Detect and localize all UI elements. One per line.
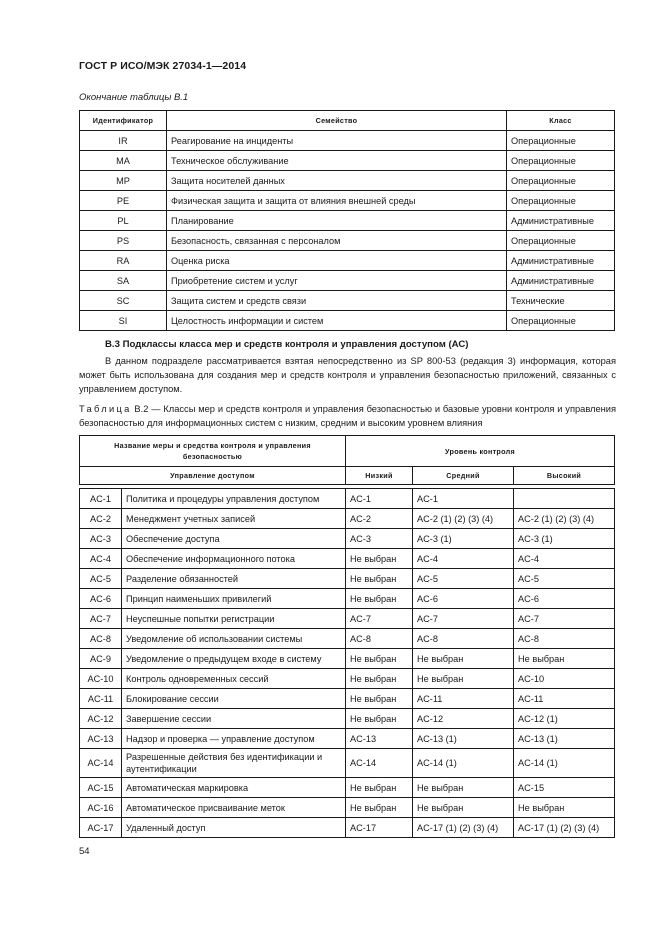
table2-cell-high: AC-8 xyxy=(514,629,615,649)
table-row xyxy=(80,529,615,549)
table2-cell-low: AC-2 xyxy=(346,509,413,529)
table-row xyxy=(80,569,615,589)
table2-cell-id: AC-3 xyxy=(80,529,122,549)
table2-cell-name: Блокирование сессии xyxy=(122,689,346,709)
table-row xyxy=(80,171,615,191)
table2-cell-name: Неуспешные попытки регистрации xyxy=(122,609,346,629)
table2-cell-low: Не выбран xyxy=(346,798,413,818)
table2-cell-name: Обеспечение доступа xyxy=(122,529,346,549)
table2-cell-name: Принцип наименьших привилегий xyxy=(122,589,346,609)
table1-cell-id: RA xyxy=(80,251,167,271)
table2-cell-high: AC-11 xyxy=(514,689,615,709)
table2-cell-mid: AC-7 xyxy=(413,609,514,629)
table2-cell-name: Контроль одновременных сессий xyxy=(122,669,346,689)
table1-cell-id: SA xyxy=(80,271,167,291)
table1-cell-family: Безопасность, связанная с персоналом xyxy=(167,231,507,251)
table2-cell-id: AC-6 xyxy=(80,589,122,609)
table-row xyxy=(80,778,615,798)
table2-cell-low: AC-17 xyxy=(346,818,413,838)
table2-cell-id: AC-12 xyxy=(80,709,122,729)
table2-cell-name: Уведомление о предыдущем входе в систему xyxy=(122,649,346,669)
table2-cell-high: AC-6 xyxy=(514,589,615,609)
table1 xyxy=(79,110,615,331)
table2-cell-id: AC-4 xyxy=(80,549,122,569)
table1-cell-family: Физическая защита и защита от влияния внешней среды xyxy=(167,191,507,211)
table-row xyxy=(80,609,615,629)
table1-cell-family: Целостность информации и систем xyxy=(167,311,507,331)
table-row xyxy=(80,251,615,271)
table-row xyxy=(80,211,615,231)
table2-cell-name: Завершение сессии xyxy=(122,709,346,729)
table-row xyxy=(80,151,615,171)
table2-cell-low: AC-8 xyxy=(346,629,413,649)
table-row xyxy=(80,191,615,211)
table2-cell-name: Обеспечение информационного потока xyxy=(122,549,346,569)
table1-cell-class: Операционные xyxy=(507,151,615,171)
table-row xyxy=(80,649,615,669)
table-row xyxy=(80,271,615,291)
table2-caption-text: В.2 — Классы мер и средств контроля и управления безопасностью и базовые уровни контроля и управления безопасностью для информационных систем с низким, средним и высоким уровнем влияния xyxy=(79,404,616,428)
table1-cell-id: PL xyxy=(80,211,167,231)
table2-cell-name: Автоматическая маркировка xyxy=(122,778,346,798)
table1-cell-class: Административные xyxy=(507,271,615,291)
table2-cell-mid: AC-13 (1) xyxy=(413,729,514,749)
table1-cell-family: Защита носителей данных xyxy=(167,171,507,191)
table2-cell-id: AC-7 xyxy=(80,609,122,629)
table1-cell-class: Операционные xyxy=(507,191,615,211)
table-row xyxy=(80,689,615,709)
table2-cell-mid: AC-17 (1) (2) (3) (4) xyxy=(413,818,514,838)
table2-cell-mid: AC-14 (1) xyxy=(413,749,514,778)
table1-cell-class: Операционные xyxy=(507,171,615,191)
table1-cell-family: Приобретение систем и услуг xyxy=(167,271,507,291)
table2-cell-mid: AC-12 xyxy=(413,709,514,729)
table2-cell-mid: AC-8 xyxy=(413,629,514,649)
table1-cell-class: Операционные xyxy=(507,311,615,331)
table2-cell-mid: AC-3 (1) xyxy=(413,529,514,549)
table-row xyxy=(80,509,615,529)
table2-caption xyxy=(79,403,616,430)
table-row xyxy=(80,749,615,778)
table2 xyxy=(79,435,615,838)
table2-cell-id: AC-11 xyxy=(80,689,122,709)
table-row xyxy=(80,729,615,749)
table2-cell-low: AC-3 xyxy=(346,529,413,549)
table2-cell-mid: AC-11 xyxy=(413,689,514,709)
table2-cell-id: AC-2 xyxy=(80,509,122,529)
table1-caption: Окончание таблицы В.1 xyxy=(79,92,189,103)
paragraph-text: В данном подразделе рассматривается взятая непосредственно из SP 800-53 (редакция 3) информация, которая может быть использована для создания мер и средств контроля и управления безопасностью приложений, связанных с управлением доступом. xyxy=(79,356,616,394)
table1-cell-family: Оценка риска xyxy=(167,251,507,271)
table2-cell-low: AC-7 xyxy=(346,609,413,629)
table1-cell-family: Планирование xyxy=(167,211,507,231)
table2-header-name: Название меры и средства контроля и управления безопасностью xyxy=(80,436,346,467)
table1-cell-class: Административные xyxy=(507,211,615,231)
table2-cell-low: Не выбран xyxy=(346,689,413,709)
table1-header-row xyxy=(80,111,615,131)
table2-cell-high: AC-2 (1) (2) (3) (4) xyxy=(514,509,615,529)
table2-cell-id: AC-9 xyxy=(80,649,122,669)
table2-cell-id: AC-1 xyxy=(80,489,122,509)
table2-cell-high xyxy=(514,489,615,509)
table-row xyxy=(80,311,615,331)
table1-cell-id: IR xyxy=(80,131,167,151)
table-row xyxy=(80,131,615,151)
table2-cell-high: AC-7 xyxy=(514,609,615,629)
table2-cell-id: AC-17 xyxy=(80,818,122,838)
table-row xyxy=(80,489,615,509)
table2-cell-name: Автоматическое присваивание меток xyxy=(122,798,346,818)
table2-cell-id: AC-13 xyxy=(80,729,122,749)
table2-cell-name: Менеджмент учетных записей xyxy=(122,509,346,529)
table2-cell-id: AC-8 xyxy=(80,629,122,649)
table1-cell-id: PS xyxy=(80,231,167,251)
table2-cell-mid: Не выбран xyxy=(413,798,514,818)
document-header: ГОСТ Р ИСО/МЭК 27034-1—2014 xyxy=(79,60,247,72)
table2-cell-high: AC-14 (1) xyxy=(514,749,615,778)
table-row xyxy=(80,798,615,818)
table1-header-family: Семейство xyxy=(167,111,507,131)
table2-cell-low: Не выбран xyxy=(346,649,413,669)
table1-cell-family: Техническое обслуживание xyxy=(167,151,507,171)
table1-cell-id: PE xyxy=(80,191,167,211)
table2-cell-low: AC-13 xyxy=(346,729,413,749)
table2-cell-low: Не выбран xyxy=(346,778,413,798)
page-number: 54 xyxy=(79,846,90,857)
table1-cell-class: Технические xyxy=(507,291,615,311)
table2-cell-high: AC-12 (1) xyxy=(514,709,615,729)
table1-cell-class: Операционные xyxy=(507,231,615,251)
table-row xyxy=(80,549,615,569)
table2-cell-id: AC-14 xyxy=(80,749,122,778)
table2-cell-high: AC-17 (1) (2) (3) (4) xyxy=(514,818,615,838)
table2-cell-name: Удаленный доступ xyxy=(122,818,346,838)
table1-cell-family: Защита систем и средств связи xyxy=(167,291,507,311)
table2-cell-mid: AC-2 (1) (2) (3) (4) xyxy=(413,509,514,529)
table2-header-group: Управление доступом xyxy=(80,467,346,485)
table1-cell-id: MA xyxy=(80,151,167,171)
table2-header-high: Высокий xyxy=(514,467,615,485)
table-row xyxy=(80,629,615,649)
table2-cell-low: Не выбран xyxy=(346,549,413,569)
table-row xyxy=(80,231,615,251)
table-row xyxy=(80,291,615,311)
table2-cell-mid: Не выбран xyxy=(413,669,514,689)
table2-cell-high: AC-5 xyxy=(514,569,615,589)
table-row xyxy=(80,818,615,838)
table2-cell-name: Уведомление об использовании системы xyxy=(122,629,346,649)
table1-cell-id: MP xyxy=(80,171,167,191)
table2-cell-name: Разрешенные действия без идентификации и аутентификации xyxy=(122,749,346,778)
table2-subheader-row xyxy=(80,467,615,485)
table-row xyxy=(80,709,615,729)
table-row xyxy=(80,669,615,689)
table2-cell-high: AC-10 xyxy=(514,669,615,689)
table2-cell-high: AC-4 xyxy=(514,549,615,569)
table2-cell-mid: Не выбран xyxy=(413,778,514,798)
table2-cell-low: AC-1 xyxy=(346,489,413,509)
table2-cell-name: Надзор и проверка — управление доступом xyxy=(122,729,346,749)
table2-header-row xyxy=(80,436,615,467)
table2-cell-low: Не выбран xyxy=(346,669,413,689)
table2-cell-high: AC-3 (1) xyxy=(514,529,615,549)
table2-cell-id: AC-16 xyxy=(80,798,122,818)
table2-cell-name: Политика и процедуры управления доступом xyxy=(122,489,346,509)
table-row xyxy=(80,589,615,609)
table2-cell-high: AC-15 xyxy=(514,778,615,798)
table2-cell-high: Не выбран xyxy=(514,649,615,669)
section-title: В.3 Подклассы класса мер и средств контроля и управления доступом (АС) xyxy=(105,339,469,350)
table2-cell-id: AC-10 xyxy=(80,669,122,689)
table2-cell-name: Разделение обязанностей xyxy=(122,569,346,589)
table1-header-class: Класс xyxy=(507,111,615,131)
table1-cell-family: Реагирование на инциденты xyxy=(167,131,507,151)
table1-header-id: Идентификатор xyxy=(80,111,167,131)
section-paragraph xyxy=(79,354,616,396)
table1-cell-id: SC xyxy=(80,291,167,311)
table2-cell-mid: AC-5 xyxy=(413,569,514,589)
table2-cell-mid: Не выбран xyxy=(413,649,514,669)
table2-cell-low: Не выбран xyxy=(346,709,413,729)
table2-header-mid: Средний xyxy=(413,467,514,485)
table2-cell-low: Не выбран xyxy=(346,589,413,609)
table2-cell-mid: AC-6 xyxy=(413,589,514,609)
table1-cell-class: Административные xyxy=(507,251,615,271)
table1-cell-id: SI xyxy=(80,311,167,331)
table2-cell-id: AC-5 xyxy=(80,569,122,589)
table2-header-level: Уровень контроля xyxy=(346,436,615,467)
table1-cell-class: Операционные xyxy=(507,131,615,151)
table2-cell-high: Не выбран xyxy=(514,798,615,818)
table2-cell-low: Не выбран xyxy=(346,569,413,589)
table2-cell-high: AC-13 (1) xyxy=(514,729,615,749)
table2-cell-id: AC-15 xyxy=(80,778,122,798)
table2-header-low: Низкий xyxy=(346,467,413,485)
table2-caption-prefix: Таблица xyxy=(79,404,132,414)
table2-cell-low: AC-14 xyxy=(346,749,413,778)
table2-cell-mid: AC-4 xyxy=(413,549,514,569)
table2-cell-mid: AC-1 xyxy=(413,489,514,509)
